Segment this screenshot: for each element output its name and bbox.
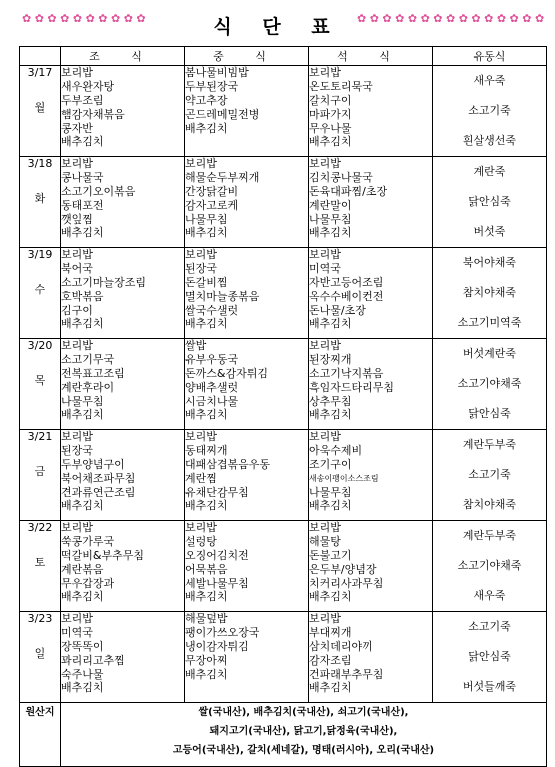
menu-item: 보리밥 — [309, 339, 341, 352]
dinner-cell — [309, 339, 433, 430]
menu-item: 나물무침 — [309, 212, 352, 226]
menu-item: 시금치나물 — [185, 394, 239, 408]
menu-item: 배추김치 — [309, 226, 352, 240]
origin-line: 돼지고기(국내산), 닭고기,닭정육(국내산), — [209, 726, 398, 737]
weekday-label: 일 — [34, 647, 46, 660]
dinner-cell — [309, 157, 433, 248]
menu-item: 새우완자탕 — [61, 79, 115, 93]
menu-item: 약고추장 — [185, 93, 228, 107]
porridge-item: 버섯계란죽 — [462, 347, 517, 360]
header-day — [20, 47, 61, 66]
header-porridge: 유동식 — [433, 47, 547, 66]
dinner-cell — [309, 521, 433, 612]
porridge-item: 새우죽 — [473, 589, 506, 602]
porridge-item: 계란죽 — [473, 165, 506, 178]
menu-item: 돈육대파찜/초장 — [309, 184, 388, 198]
porridge-item: 소고기죽 — [468, 620, 511, 633]
porridge-item: 소고기미역죽 — [457, 316, 522, 329]
menu-item: 배추김치 — [61, 499, 104, 513]
menu-item: 계란말이 — [309, 198, 352, 212]
breakfast-cell — [61, 612, 185, 703]
porridge-cell — [433, 339, 547, 430]
porridge-item: 새우죽 — [473, 74, 506, 87]
menu-item: 소고기마늘장조림 — [61, 275, 147, 289]
menu-item: 어묵볶음 — [185, 562, 228, 576]
menu-item: 치커리사과무침 — [309, 576, 384, 590]
lunch-cell — [185, 66, 309, 157]
menu-item: 냉이감자튀김 — [185, 639, 249, 653]
porridge-item: 소고기야채죽 — [457, 559, 522, 572]
porridge-cell — [433, 66, 547, 157]
menu-item: 콩나물국 — [61, 170, 104, 184]
menu-item: 배추김치 — [61, 681, 104, 695]
menu-item: 세발나물무침 — [185, 576, 249, 590]
menu-item: 갈치구이 — [309, 93, 352, 107]
flower-decoration-left: ✿ ✿ ✿ ✿ ✿ ✿ ✿ ✿ ✿ ✿ — [22, 12, 146, 25]
menu-item: 상추무침 — [309, 394, 352, 408]
menu-item: 배추김치 — [185, 408, 228, 422]
day-row — [20, 521, 547, 612]
menu-item: 유부우동국 — [185, 352, 239, 366]
menu-item: 미역국 — [309, 261, 341, 275]
menu-item: 보리밥 — [61, 612, 93, 625]
menu-item: 보리밥 — [185, 248, 217, 261]
porridge-cell — [433, 157, 547, 248]
menu-item: 쑥콩가루국 — [61, 534, 115, 548]
day-row — [20, 66, 547, 157]
menu-item: 나물무침 — [185, 212, 228, 226]
porridge-item: 닭안심죽 — [468, 195, 511, 208]
porridge-item: 참치야채죽 — [462, 498, 517, 511]
date-label: 3/17 — [27, 66, 53, 79]
dinner-cell — [309, 66, 433, 157]
menu-item: 보리밥 — [61, 248, 93, 261]
header-lunch: 중 식 — [185, 47, 309, 66]
menu-item: 보리밥 — [185, 157, 217, 170]
menu-item: 배추김치 — [61, 317, 104, 331]
menu-item: 간장닭갈비 — [185, 184, 239, 198]
menu-item: 마파가지 — [309, 107, 352, 121]
menu-item: 보리밥 — [309, 66, 341, 79]
porridge-item: 버섯죽 — [473, 225, 506, 238]
porridge-item: 닭안심죽 — [468, 650, 511, 663]
menu-item: 곤드레메밀전병 — [185, 107, 260, 121]
lunch-cell — [185, 339, 309, 430]
menu-item: 된장국 — [61, 443, 93, 457]
menu-item: 대패삼겹볶음우동 — [185, 457, 271, 471]
menu-item: 무우갑장과 — [61, 576, 115, 590]
menu-item: 나물무침 — [61, 394, 104, 408]
origin-row — [20, 703, 547, 767]
menu-item: 장똑똑이 — [61, 639, 104, 653]
porridge-item: 버섯들깨죽 — [462, 680, 517, 693]
weekday-label: 목 — [34, 374, 46, 387]
menu-item: 동태포전 — [61, 198, 104, 212]
menu-item: 봄나물비빔밥 — [185, 66, 249, 79]
menu-item: 쌀국수샐럿 — [185, 303, 239, 317]
menu-item: 양배추샐럿 — [185, 380, 239, 394]
dinner-cell — [309, 248, 433, 339]
day-row — [20, 339, 547, 430]
menu-item: 배추김치 — [61, 135, 104, 149]
porridge-item: 소고기죽 — [468, 468, 511, 481]
menu-item: 배추김치 — [309, 317, 352, 331]
porridge-item: 참치야채죽 — [462, 286, 517, 299]
menu-item: 흑임자드타리무침 — [309, 380, 395, 394]
menu-item: 부대찌개 — [309, 625, 352, 639]
menu-item: 해물덮밥 — [185, 612, 228, 625]
menu-item: 옥수수베이컨전 — [309, 289, 384, 303]
page-title: 식 단 표 — [213, 16, 342, 38]
menu-item: 무우나물 — [309, 121, 352, 135]
day-row — [20, 430, 547, 521]
lunch-cell — [185, 157, 309, 248]
menu-item: 새송이팽이소스조림 — [309, 473, 379, 483]
menu-item: 된장찌개 — [309, 352, 352, 366]
menu-item: 돈불고기 — [309, 548, 352, 562]
menu-item: 계란찜 — [185, 471, 217, 485]
menu-item: 팽이가쓰오장국 — [185, 625, 260, 639]
date-label: 3/23 — [27, 612, 53, 625]
menu-item: 배추김치 — [185, 317, 228, 331]
porridge-cell — [433, 521, 547, 612]
menu-item: 김치콩나물국 — [309, 170, 373, 184]
porridge-item: 흰살생선죽 — [462, 134, 517, 147]
menu-item: 북어채조파무침 — [61, 471, 136, 485]
menu-item: 오징어김치전 — [185, 548, 249, 562]
menu-item: 멸치마늘종볶음 — [185, 289, 260, 303]
menu-item: 아욱수제비 — [309, 443, 363, 457]
day-cell — [20, 521, 61, 612]
breakfast-cell — [61, 430, 185, 521]
menu-item: 떡갈비&부추무침 — [61, 548, 144, 562]
menu-item: 두부조림 — [61, 93, 104, 107]
date-label: 3/19 — [27, 248, 53, 261]
menu-item: 미역국 — [61, 625, 93, 639]
day-cell — [20, 248, 61, 339]
date-label: 3/22 — [27, 521, 53, 534]
menu-item: 깻잎찜 — [61, 212, 93, 226]
menu-item: 배추김치 — [309, 499, 352, 513]
menu-table — [19, 46, 547, 767]
origin-line: 고등어(국내산), 갈치(세네갈), 명태(러시아), 오리(국내산) — [172, 745, 435, 756]
origin-label: 원산지 — [20, 703, 61, 767]
menu-item: 계란후라이 — [61, 380, 115, 394]
menu-item: 된장국 — [185, 261, 217, 275]
day-row — [20, 157, 547, 248]
porridge-cell — [433, 612, 547, 703]
menu-item: 배추김치 — [185, 499, 228, 513]
menu-item: 건파래부추무침 — [309, 667, 384, 681]
menu-item: 콩자반 — [61, 121, 93, 135]
weekday-label: 화 — [34, 192, 46, 205]
menu-item: 보리밥 — [309, 521, 341, 534]
breakfast-cell — [61, 157, 185, 248]
day-cell — [20, 157, 61, 248]
breakfast-cell — [61, 248, 185, 339]
menu-item: 돈까스&감자튀김 — [185, 366, 268, 380]
menu-item: 무장아찌 — [185, 653, 228, 667]
menu-item: 배추김치 — [309, 135, 352, 149]
breakfast-cell — [61, 339, 185, 430]
menu-item: 해물탕 — [309, 534, 341, 548]
lunch-cell — [185, 612, 309, 703]
menu-item: 은두부/양념장 — [309, 562, 377, 576]
day-cell — [20, 612, 61, 703]
menu-item: 보리밥 — [309, 157, 341, 170]
day-cell — [20, 430, 61, 521]
date-label: 3/18 — [27, 157, 53, 170]
header-row — [20, 47, 547, 66]
dinner-cell — [309, 612, 433, 703]
header-breakfast: 조 식 — [61, 47, 185, 66]
lunch-cell — [185, 521, 309, 612]
menu-item: 보리밥 — [61, 66, 93, 79]
menu-item: 배추김치 — [185, 226, 228, 240]
porridge-item: 계란두부죽 — [462, 438, 517, 451]
porridge-cell — [433, 430, 547, 521]
weekday-label: 금 — [34, 465, 46, 478]
menu-item: 돈나물/초장 — [309, 303, 366, 317]
menu-item: 동태찌개 — [185, 443, 228, 457]
menu-item: 전복표고조림 — [61, 366, 125, 380]
menu-item: 보리밥 — [61, 157, 93, 170]
weekday-label: 수 — [34, 283, 46, 296]
menu-item: 배추김치 — [309, 590, 352, 604]
menu-item: 감자고로케 — [185, 198, 239, 212]
flower-decoration-right: ✿ ✿ ✿ ✿ ✿ ✿ ✿ ✿ ✿ ✿ ✿ ✿ ✿ ✿ ✿ — [357, 12, 545, 25]
menu-item: 햄감자채볶음 — [61, 107, 125, 121]
porridge-item: 닭안심죽 — [468, 407, 511, 420]
menu-item: 유채단감무침 — [185, 485, 249, 499]
menu-item: 보리밥 — [309, 248, 341, 261]
day-cell — [20, 66, 61, 157]
menu-item: 배추김치 — [185, 590, 228, 604]
menu-item: 배추김치 — [185, 121, 228, 135]
menu-item: 호박볶음 — [61, 289, 104, 303]
menu-item: 자반고등어조림 — [309, 275, 384, 289]
menu-item: 나물무침 — [309, 485, 352, 499]
porridge-item: 계란두부죽 — [462, 529, 517, 542]
menu-item: 소고기낙지볶음 — [309, 366, 384, 380]
menu-item: 두부양념구이 — [61, 457, 125, 471]
menu-item: 견과류연근조림 — [61, 485, 136, 499]
porridge-item: 소고기죽 — [468, 104, 511, 117]
menu-item: 소고기무국 — [61, 352, 115, 366]
date-label: 3/21 — [27, 430, 53, 443]
menu-item: 보리밥 — [61, 521, 93, 534]
menu-item: 보리밥 — [61, 430, 93, 443]
header — [0, 0, 555, 44]
weekday-label: 월 — [34, 101, 46, 114]
menu-item: 배추김치 — [61, 408, 104, 422]
menu-item: 해물순두부찌개 — [185, 170, 260, 184]
menu-item: 보리밥 — [185, 521, 217, 534]
menu-item: 보리밥 — [309, 612, 341, 625]
date-label: 3/20 — [27, 339, 53, 352]
breakfast-cell — [61, 66, 185, 157]
menu-item: 계란볶음 — [61, 562, 104, 576]
porridge-cell — [433, 248, 547, 339]
menu-item: 북어국 — [61, 261, 93, 275]
menu-item: 소고기오이볶음 — [61, 184, 136, 198]
header-dinner: 석 식 — [309, 47, 433, 66]
menu-item: 두부된장국 — [185, 79, 239, 93]
menu-item: 김구이 — [61, 303, 93, 317]
menu-item: 돈갈비찜 — [185, 275, 228, 289]
menu-item: 조기구이 — [309, 457, 352, 471]
menu-item: 배추김치 — [309, 408, 352, 422]
menu-item: 배추김치 — [61, 590, 104, 604]
menu-item: 배추김치 — [61, 226, 104, 240]
menu-item: 보리밥 — [309, 430, 341, 443]
day-cell — [20, 339, 61, 430]
menu-item: 쌀밥 — [185, 339, 207, 352]
origin-line: 쌀(국내산), 배추김치(국내산), 쇠고기(국내산), — [198, 707, 409, 718]
menu-item: 감자조림 — [309, 653, 352, 667]
menu-item: 배추김치 — [185, 667, 228, 681]
menu-item: 꽈리리고추찜 — [61, 653, 125, 667]
menu-item: 보리밥 — [61, 339, 93, 352]
day-row — [20, 248, 547, 339]
menu-item: 보리밥 — [185, 430, 217, 443]
menu-item: 숙주나물 — [61, 667, 104, 681]
lunch-cell — [185, 248, 309, 339]
lunch-cell — [185, 430, 309, 521]
menu-item: 삼치데리야끼 — [309, 639, 373, 653]
origin-info — [61, 703, 547, 767]
menu-item: 온도토리묵국 — [309, 79, 373, 93]
breakfast-cell — [61, 521, 185, 612]
porridge-item: 북어야채죽 — [462, 256, 517, 269]
menu-item: 배추김치 — [309, 681, 352, 695]
porridge-item: 소고기야채죽 — [457, 377, 522, 390]
menu-item: 설렁탕 — [185, 534, 217, 548]
weekday-label: 토 — [34, 556, 46, 569]
day-row — [20, 612, 547, 703]
dinner-cell — [309, 430, 433, 521]
